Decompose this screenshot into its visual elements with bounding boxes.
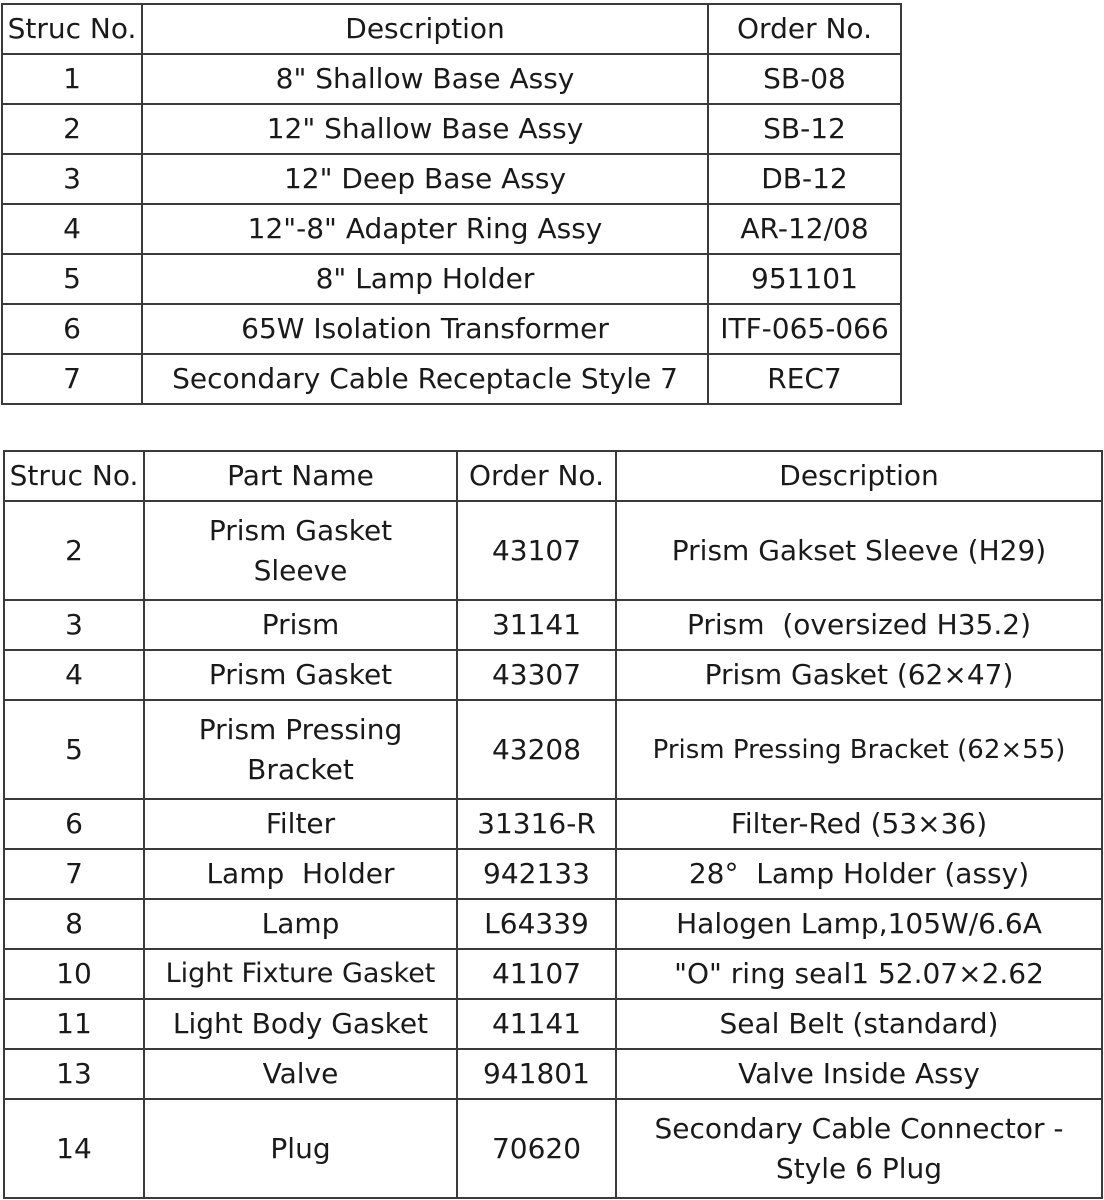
cell-part-name: Lamp Holder xyxy=(144,849,457,899)
cell-struc-no: 5 xyxy=(4,700,144,799)
cell-description: 28° Lamp Holder (assy) xyxy=(616,849,1102,899)
cell-order-no: SB-12 xyxy=(708,104,901,154)
cell-struc-no: 4 xyxy=(2,204,142,254)
cell-part-name: Prism xyxy=(144,600,457,650)
cell-struc-no: 7 xyxy=(4,849,144,899)
header-description: Description xyxy=(616,451,1102,501)
cell-description: 12" Deep Base Assy xyxy=(142,154,708,204)
cell-order-no: 43208 xyxy=(457,700,616,799)
cell-order-no: SB-08 xyxy=(708,54,901,104)
cell-part-name: Light Fixture Gasket xyxy=(144,949,457,999)
header-struc-no: Struc No. xyxy=(4,451,144,501)
cell-part-name: Prism Gasket Sleeve xyxy=(144,501,457,600)
cell-struc-no: 1 xyxy=(2,54,142,104)
cell-order-no: 41141 xyxy=(457,999,616,1049)
cell-order-no: L64339 xyxy=(457,899,616,949)
cell-part-name: Valve xyxy=(144,1049,457,1099)
cell-struc-no: 2 xyxy=(2,104,142,154)
cell-struc-no: 2 xyxy=(4,501,144,600)
cell-description: "O" ring seal1 52.07×2.62 xyxy=(616,949,1102,999)
header-description: Description xyxy=(142,4,708,54)
cell-struc-no: 4 xyxy=(4,650,144,700)
cell-description: Filter-Red (53×36) xyxy=(616,799,1102,849)
cell-struc-no: 8 xyxy=(4,899,144,949)
cell-struc-no: 14 xyxy=(4,1099,144,1198)
header-order-no: Order No. xyxy=(708,4,901,54)
table-row xyxy=(4,899,1102,949)
cell-description: Secondary Cable Receptacle Style 7 xyxy=(142,354,708,404)
cell-order-no: 941801 xyxy=(457,1049,616,1099)
table-row xyxy=(4,700,1102,799)
cell-struc-no: 6 xyxy=(4,799,144,849)
cell-struc-no: 13 xyxy=(4,1049,144,1099)
table-row xyxy=(4,650,1102,700)
table-row xyxy=(4,799,1102,849)
cell-order-no: 41107 xyxy=(457,949,616,999)
light-fixture-parts-table xyxy=(3,450,1103,1199)
cell-struc-no: 11 xyxy=(4,999,144,1049)
cell-struc-no: 10 xyxy=(4,949,144,999)
cell-description: 12" Shallow Base Assy xyxy=(142,104,708,154)
cell-order-no: AR-12/08 xyxy=(708,204,901,254)
cell-order-no: ITF-065-066 xyxy=(708,304,901,354)
cell-description: Prism Gakset Sleeve (H29) xyxy=(616,501,1102,600)
header-struc-no: Struc No. xyxy=(2,4,142,54)
table-row xyxy=(4,949,1102,999)
table-header-row xyxy=(2,4,901,54)
cell-description: Halogen Lamp,105W/6.6A xyxy=(616,899,1102,949)
cell-order-no: 951101 xyxy=(708,254,901,304)
cell-description: 8" Lamp Holder xyxy=(142,254,708,304)
cell-description: 12"-8" Adapter Ring Assy xyxy=(142,204,708,254)
table-row xyxy=(4,1049,1102,1099)
cell-part-name: Light Body Gasket xyxy=(144,999,457,1049)
cell-struc-no: 3 xyxy=(2,154,142,204)
cell-description: Prism Gasket (62×47) xyxy=(616,650,1102,700)
cell-part-name: Lamp xyxy=(144,899,457,949)
cell-description: 8" Shallow Base Assy xyxy=(142,54,708,104)
cell-order-no: 43107 xyxy=(457,501,616,600)
cell-order-no: 31316-R xyxy=(457,799,616,849)
cell-order-no: 43307 xyxy=(457,650,616,700)
cell-part-name: Prism Pressing Bracket xyxy=(144,700,457,799)
table-row xyxy=(2,104,901,154)
cell-order-no: REC7 xyxy=(708,354,901,404)
cell-order-no: 942133 xyxy=(457,849,616,899)
table-row xyxy=(4,849,1102,899)
cell-struc-no: 3 xyxy=(4,600,144,650)
cell-description: Valve Inside Assy xyxy=(616,1049,1102,1099)
cell-part-name: Plug xyxy=(144,1099,457,1198)
table-row xyxy=(2,154,901,204)
cell-description: Prism Pressing Bracket (62×55) xyxy=(616,700,1102,799)
cell-description: Secondary Cable Connector - Style 6 Plug xyxy=(616,1099,1102,1198)
cell-order-no: 31141 xyxy=(457,600,616,650)
cell-struc-no: 7 xyxy=(2,354,142,404)
base-assembly-table xyxy=(1,3,902,405)
header-part-name: Part Name xyxy=(144,451,457,501)
table-row xyxy=(4,501,1102,600)
table-row xyxy=(4,1099,1102,1198)
table-row xyxy=(4,999,1102,1049)
table-header-row xyxy=(4,451,1102,501)
table-row xyxy=(2,54,901,104)
cell-part-name: Prism Gasket xyxy=(144,650,457,700)
cell-part-name: Filter xyxy=(144,799,457,849)
cell-struc-no: 6 xyxy=(2,304,142,354)
cell-description: Prism (oversized H35.2) xyxy=(616,600,1102,650)
table-row xyxy=(2,254,901,304)
cell-description: 65W Isolation Transformer xyxy=(142,304,708,354)
table-row xyxy=(2,354,901,404)
cell-order-no: 70620 xyxy=(457,1099,616,1198)
cell-order-no: DB-12 xyxy=(708,154,901,204)
table-row xyxy=(2,204,901,254)
cell-struc-no: 5 xyxy=(2,254,142,304)
cell-description: Seal Belt (standard) xyxy=(616,999,1102,1049)
table-row xyxy=(2,304,901,354)
table-row xyxy=(4,600,1102,650)
header-order-no: Order No. xyxy=(457,451,616,501)
